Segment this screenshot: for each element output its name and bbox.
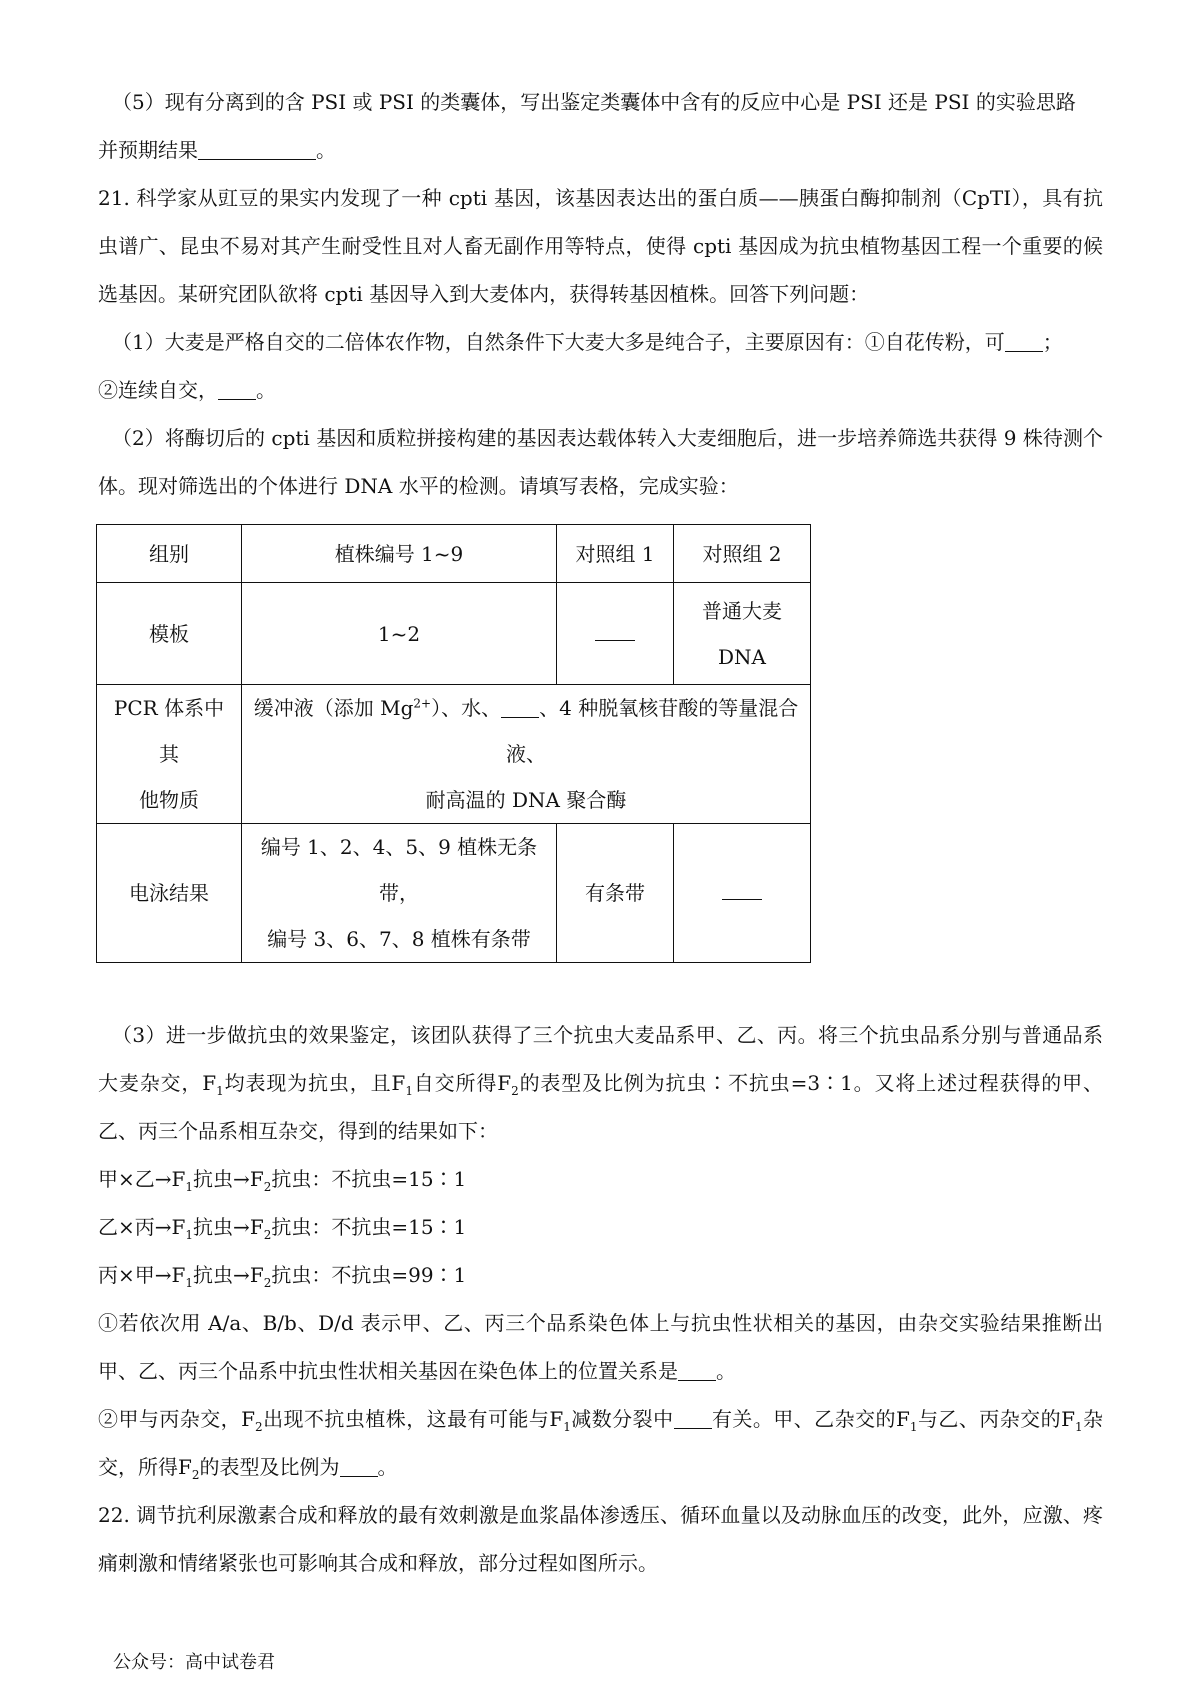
row-result-plants: 编号 1、2、4、5、9 植株无条带， 编号 3、6、7、8 植株有条带 xyxy=(242,824,557,963)
experiment-table xyxy=(96,524,811,963)
row-result-control1: 有条带 xyxy=(557,824,674,963)
cross-result-3: 丙×甲$\to F_1$抗虫$\to F_2$抗虫：不抗虫=99∶1 xyxy=(98,1263,467,1290)
row-template-control2: 普通大麦 DNA xyxy=(674,583,811,685)
answer-blank[interactable] xyxy=(218,377,256,400)
answer-blank[interactable] xyxy=(722,881,762,900)
header-control1: 对照组 1 xyxy=(557,525,674,583)
answer-blank[interactable] xyxy=(340,1454,378,1477)
row-result-control2 xyxy=(674,824,811,963)
q20-5-line2: 并预期结果 。 xyxy=(98,138,336,162)
row-pcr-content: 缓冲液（添加 $Mg^{2+}$）、水、 、4 种脱氧核苷酸的等量混合液、 耐高温的 DNA 聚合酶 xyxy=(242,685,811,824)
header-group: 组别 xyxy=(97,525,242,583)
row-template-plants: 1~2 xyxy=(242,583,557,685)
cross-result-2: 乙×丙$\to F_1$抗虫$\to F_2$抗虫：不抗虫=15∶1 xyxy=(98,1215,467,1242)
answer-blank[interactable] xyxy=(678,1358,716,1381)
footer-source: 公众号：高中试卷君 xyxy=(113,1652,275,1673)
row-template-control1 xyxy=(557,583,674,685)
header-control2: 对照组 2 xyxy=(674,525,811,583)
row-result-label: 电泳结果 xyxy=(97,824,242,963)
q21-part2: （2）将酶切后的 cpti 基因和质粒拼接构建的基因表达载体转入大麦细胞后，进一步培养筛选共获得 9 株待测个体。现对筛选出的个体进行 DNA 水平的检测。请填写表格，完成实验： xyxy=(98,426,1103,498)
q21-sub1: ①若依次用 A/a、B/b、D/d 表示甲、乙、丙三个品系染色体上与抗虫性状相关的基因，由杂交实验结果推断出甲、乙、丙三个品系中抗虫性状相关基因在染色体上的位置关系是 。 xyxy=(98,1311,1103,1383)
q21-part1-cont: ②连续自交， 。 xyxy=(98,378,276,402)
q21-part1: （1）大麦是严格自交的二倍体农作物，自然条件下大麦大多是纯合子，主要原因有：①自花传粉，可 ； xyxy=(112,330,1063,354)
answer-blank[interactable] xyxy=(674,1406,712,1429)
row-pcr-label: PCR 体系中其 他物质 xyxy=(97,685,242,824)
q21-sub2: ②甲与丙杂交，$F_2$出现不抗虫植株，这最有可能与$F_1$减数分裂中 有关。甲、乙杂交的$F_1$与乙、丙杂交的$F_1$杂交，所得$F_2$的表型及比例为 。 xyxy=(98,1407,1104,1482)
cross-result-1: 甲×乙$\to F_1$抗虫$\to F_2$抗虫：不抗虫=15∶1 xyxy=(98,1167,467,1194)
answer-blank[interactable] xyxy=(501,695,539,718)
answer-blank[interactable] xyxy=(198,137,316,160)
page-content xyxy=(98,78,1103,1587)
q20-5-line1: （5）现有分离到的含 PSI 或 PSI 的类囊体，写出鉴定类囊体中含有的反应中心是 PSI 还是 PSI 的实验思路 xyxy=(112,90,1076,114)
answer-blank[interactable] xyxy=(595,622,635,641)
q21-part3: （3）进一步做抗虫的效果鉴定，该团队获得了三个抗虫大麦品系甲、乙、丙。将三个抗虫品系分别与普通品系大麦杂交，$F_1$均表现为抗虫，且$F_1$自交所得$F_2$的表型及比例为抗虫∶不抗虫=3∶1。又将上述过程获得的甲、乙、丙三个品系相互杂交，得到的结果如下： xyxy=(98,1023,1104,1143)
q22-text: 22. 调节抗利尿激素合成和释放的最有效刺激是血浆晶体渗透压、循环血量以及动脉血压的改变，此外，应激、疼痛刺激和情绪紧张也可影响其合成和释放，部分过程如图所示。 xyxy=(98,1503,1103,1575)
header-plants: 植株编号 1~9 xyxy=(242,525,557,583)
q21-intro: 21. 科学家从豇豆的果实内发现了一种 cpti 基因，该基因表达出的蛋白质——胰蛋白酶抑制剂（CpTI），具有抗虫谱广、昆虫不易对其产生耐受性且对人畜无副作用等特点，使得 cpti 基因成为抗虫植物基因工程一个重要的候选基因。某研究团队欲将 cpti 基因导入到大麦体内，获得转基因植株。回答下列问题： xyxy=(98,186,1103,306)
row-template-label: 模板 xyxy=(97,583,242,685)
answer-blank[interactable] xyxy=(1005,329,1043,352)
